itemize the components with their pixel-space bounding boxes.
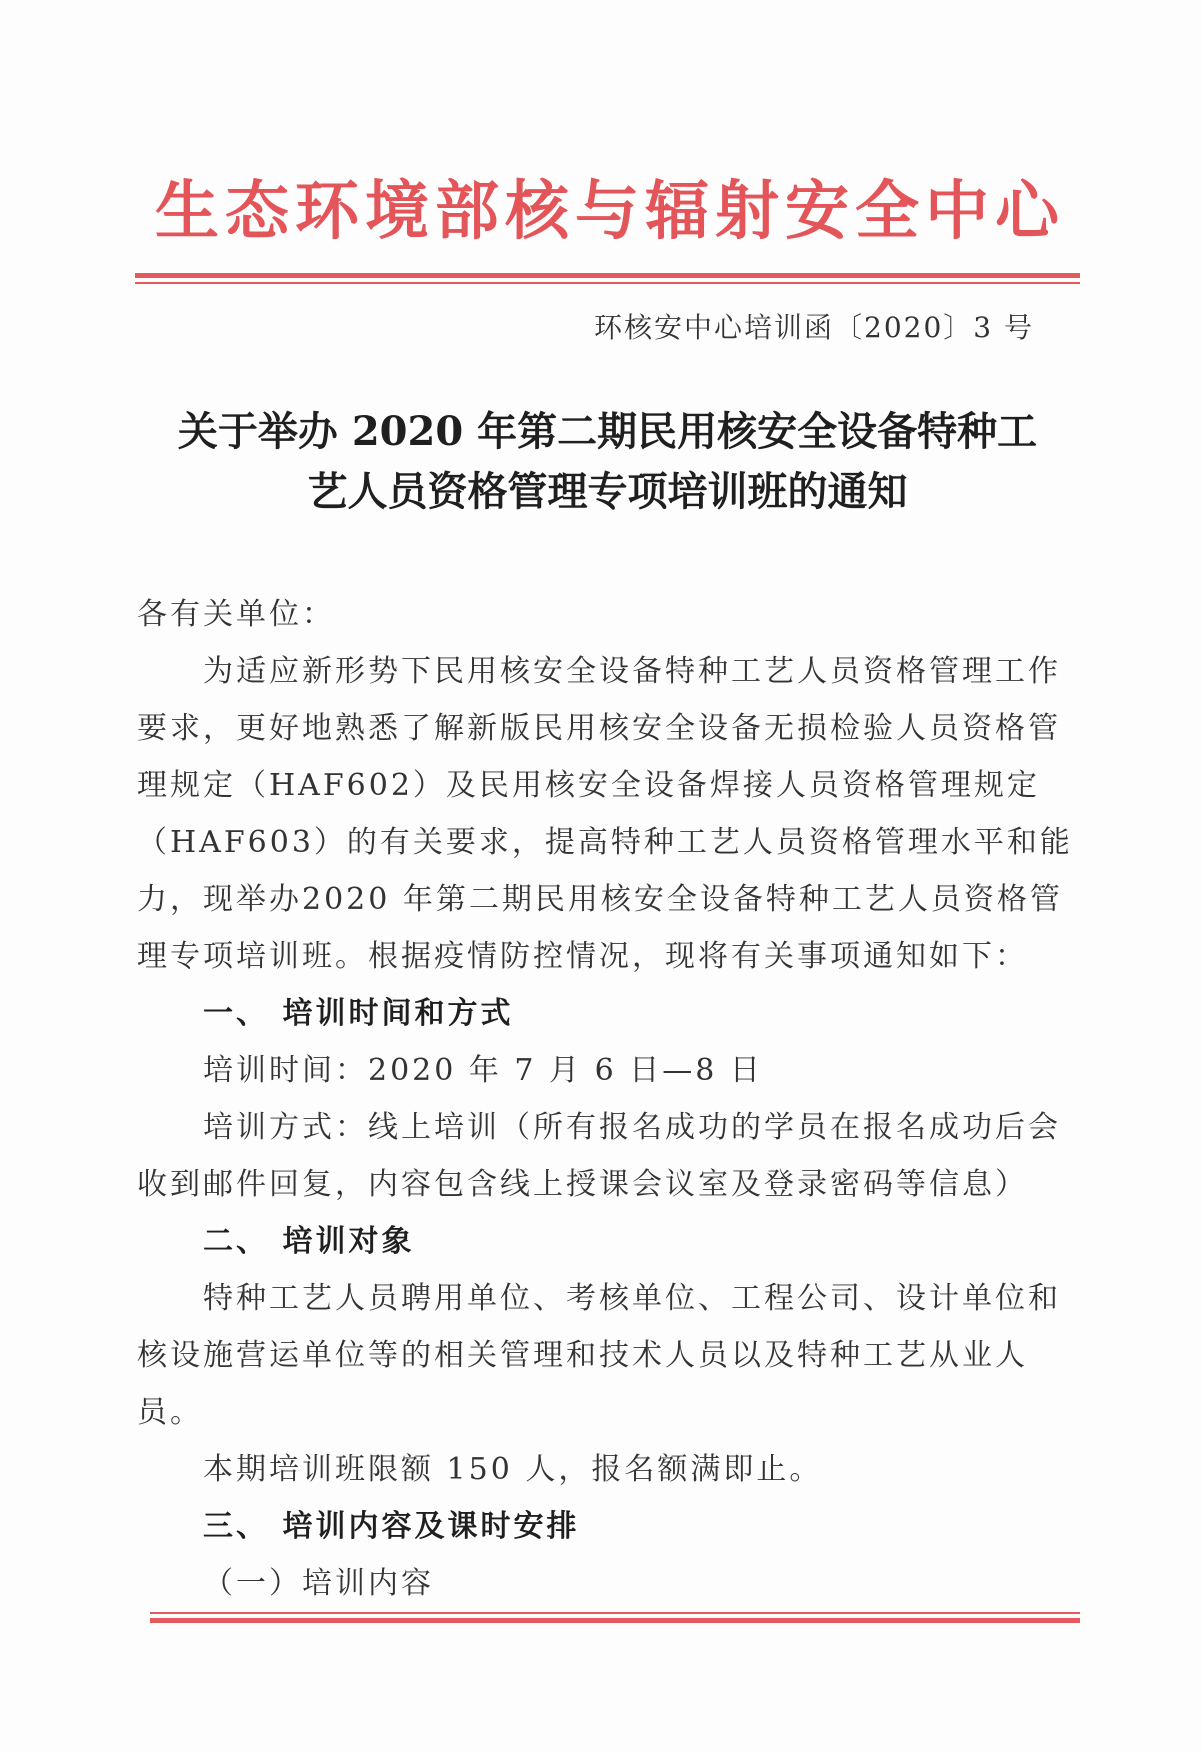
title-line-2: 艺人员资格管理专项培训班的通知 [307,468,908,515]
letterhead-org-name: 生态环境部核与辐射安全中心 [155,174,1065,249]
footer-thin-line [150,1612,1080,1614]
document-title [135,402,1080,522]
training-time: 培训时间：2020 年 7 月 6 日—8 日 [203,1053,763,1088]
divider-thick-line [135,273,1080,278]
training-method: 培训方式：线上培训（所有报名成功的学员在报名成功后会收到邮件回复，内容包含线上授课会议室及登录密码等信息） [137,1110,1061,1202]
footer-thick-line [150,1618,1080,1623]
section-1-heading: 一、 培训时间和方式 [203,996,514,1031]
salutation: 各有关单位： [137,597,335,632]
title-line-1: 关于举办 2020 年第二期民用核安全设备特种工 [177,408,1038,455]
training-quota: 本期培训班限额 150 人，报名额满即止。 [203,1452,823,1487]
training-targets: 特种工艺人员聘用单位、考核单位、工程公司、设计单位和核设施营运单位等的相关管理和技术人员以及特种工艺从业人员。 [137,1281,1061,1430]
footer-divider [150,1612,1080,1623]
divider-thin-line [135,282,1080,284]
section-3-heading: 三、 培训内容及课时安排 [203,1509,580,1544]
intro-paragraph: 为适应新形势下民用核安全设备特种工艺人员资格管理工作要求，更好地熟悉了解新版民用核安全设备无损检验人员资格管理规定（HAF602）及民用核安全设备焊接人员资格管理规定（HAF603）的有关要求，提高特种工艺人员资格管理水平和能力，现举办2020 年第二期民用核安全设备特种工艺人员资格管理专项培训班。根据疫情防控情况，现将有关事项通知如下： [137,654,1073,974]
letterhead-divider [135,273,1080,284]
section-2-heading: 二、 培训对象 [203,1224,415,1259]
document-number: 环核安中心培训函〔2020〕3 号 [594,311,1034,344]
document-body [137,586,1077,1612]
section-3-subheading-1: （一）培训内容 [203,1566,434,1601]
